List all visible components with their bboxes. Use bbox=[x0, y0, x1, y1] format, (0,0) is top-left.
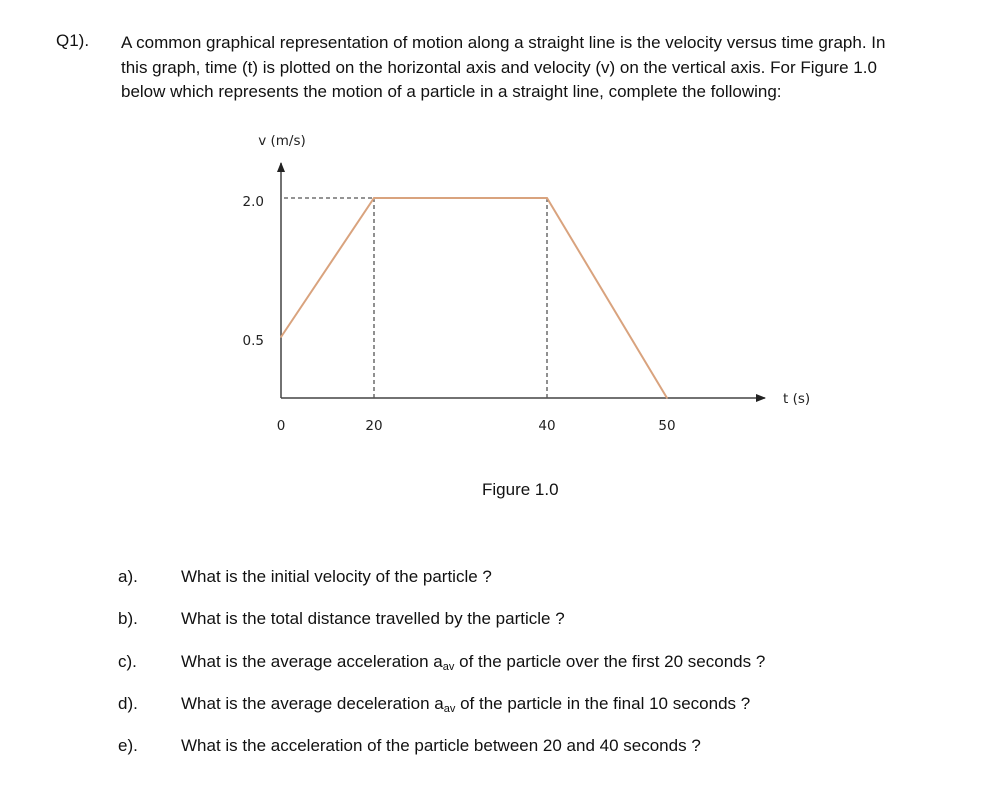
subquestion-text: What is the initial velocity of the particle ? bbox=[181, 567, 492, 586]
velocity-data-point bbox=[666, 397, 668, 399]
subquestion-label: d). bbox=[118, 694, 138, 713]
velocity-series-line bbox=[281, 198, 667, 398]
question-line: this graph, time (t) is plotted on the horizontal axis and velocity (v) on the vertical axis. For Figure 1.0 bbox=[121, 57, 877, 77]
y-axis-label: v (m/s) bbox=[258, 133, 306, 149]
velocity-data-point bbox=[546, 197, 548, 199]
subquestion-label: b). bbox=[118, 609, 138, 628]
subquestion-label: e). bbox=[118, 736, 138, 755]
velocity-data-point bbox=[373, 197, 375, 199]
subquestion-text: What is the average acceleration $a_{av}$ of the particle over the first 20 seconds ? bbox=[181, 652, 766, 673]
figure-caption: Figure 1.0 bbox=[482, 480, 559, 499]
subquestion-item bbox=[0, 567, 981, 591]
y-tick-label: 0.5 bbox=[242, 333, 264, 349]
y-tick-label: 2.0 bbox=[242, 194, 264, 210]
velocity-data-point bbox=[280, 336, 282, 338]
subscript: av bbox=[442, 661, 455, 673]
subquestion-item bbox=[0, 609, 981, 633]
subquestion-label: c). bbox=[118, 652, 137, 671]
subquestion-label: a). bbox=[118, 567, 138, 586]
subquestion-item bbox=[0, 694, 981, 718]
x-tick-label: 0 bbox=[276, 418, 286, 434]
subquestion-text: What is the acceleration of the particle between 20 and 40 seconds ? bbox=[181, 736, 701, 755]
x-axis-label: t (s) bbox=[783, 391, 811, 407]
subquestion-text: What is the total distance travelled by the particle ? bbox=[181, 609, 565, 628]
x-tick-label: 20 bbox=[365, 418, 383, 434]
question-line: A common graphical representation of motion along a straight line is the velocity versus time graph. In bbox=[121, 33, 886, 52]
subquestion-item bbox=[0, 652, 981, 676]
subquestion-item bbox=[0, 736, 981, 760]
question-number: Q1). bbox=[56, 31, 90, 50]
subscript: av bbox=[443, 703, 456, 715]
subquestion-text: What is the average deceleration $a_{av}$ of the particle in the final 10 seconds ? bbox=[181, 694, 751, 715]
x-tick-label: 50 bbox=[658, 418, 676, 434]
x-tick-label: 40 bbox=[538, 418, 556, 434]
question-line: below which represents the motion of a particle in a straight line, complete the following: bbox=[121, 82, 782, 101]
